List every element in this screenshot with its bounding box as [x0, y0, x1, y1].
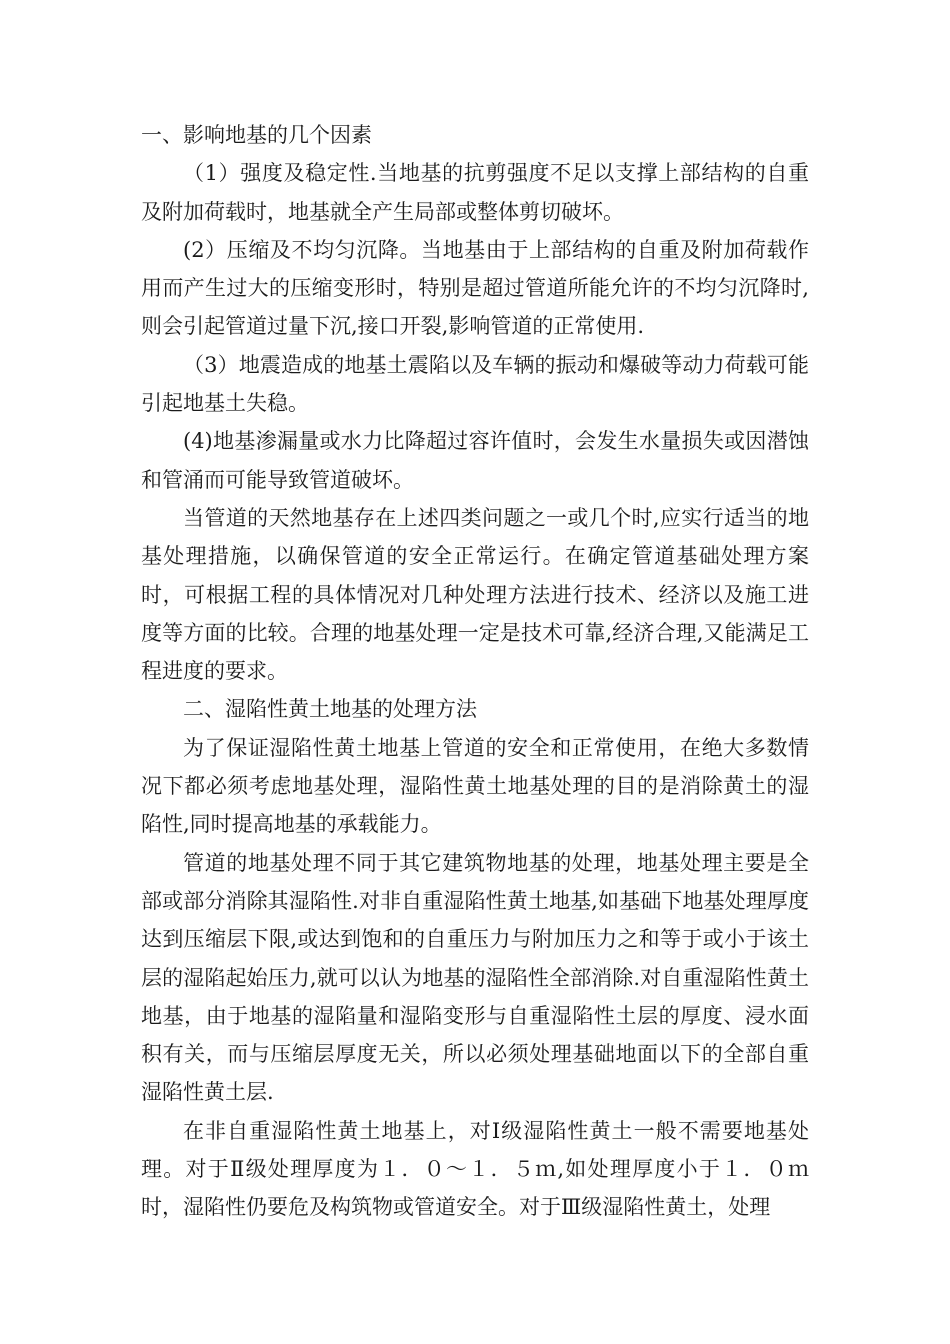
paragraph-strength-stability: （1）强度及稳定性.当地基的抗剪强度不足以支撑上部结构的自重及附加荷载时，地基就全产生局部或整体剪切破坏。 — [141, 161, 809, 224]
section-heading-2: 二、湿陷性黄土地基的处理方法 — [183, 697, 477, 722]
paragraph-earthquake: （3）地震造成的地基土震陷以及车辆的振动和爆破等动力荷载可能引起地基土失稳。 — [141, 352, 809, 416]
paragraph-compression-settlement: (2）压缩及不均匀沉降。当地基由于上部结构的自重及附加荷载作用而产生过大的压缩变形时，特别是超过管道所能允许的不均匀沉降时,则会引起管道过量下沉,接口开裂,影响管道的正常使用. — [141, 237, 809, 339]
document-body — [141, 116, 809, 1227]
paragraph-non-self-weight: 在非自重湿陷性黄土地基上，对Ⅰ级湿陷性黄土一般不需要地基处理。对于Ⅱ级处理厚度为１．０～１．５ｍ,如处理厚度小于１．０ｍ时，湿陷性仍要危及构筑物或管道安全。对于Ⅲ级湿陷性黄土，处理 — [141, 1118, 809, 1220]
paragraph-seepage: (4)地基渗漏量或水力比降超过容许值时，会发生水量损失或因潜蚀和管涌而可能导致管道破坏。 — [141, 429, 809, 492]
paragraph-pipeline-treatment: 管道的地基处理不同于其它建筑物地基的处理，地基处理主要是全部或部分消除其湿陷性.对非自重湿陷性黄土地基,如基础下地基处理厚度达到压缩层下限,或达到饱和的自重压力与附加压力之和等于或小于该土层的湿陷起始压力,就可以认为地基的湿陷性全部消除.对自重湿陷性黄土地基，由于地基的湿陷量和湿陷变形与自重湿陷性土层的厚度、浸水面积有关，而与压缩层厚度无关，所以必须处理基础地面以下的全部自重湿陷性黄土层. — [141, 850, 809, 1105]
paragraph-loess-purpose: 为了保证湿陷性黄土地基上管道的安全和正常使用，在绝大多数情况下都必须考虑地基处理，湿陷性黄土地基处理的目的是消除黄土的湿陷性,同时提高地基的承载能力。 — [141, 735, 809, 837]
section-heading-1: 一、影响地基的几个因素 — [141, 123, 372, 147]
paragraph-treatment-measures: 当管道的天然地基存在上述四类问题之一或几个时,应实行适当的地基处理措施，以确保管道的安全正常运行。在确定管道基础处理方案时，可根据工程的具体情况对几种处理方法进行技术、经济以及施工进度等方面的比较。合理的地基处理一定是技术可靠,经济合理,又能满足工程进度的要求。 — [141, 505, 809, 684]
